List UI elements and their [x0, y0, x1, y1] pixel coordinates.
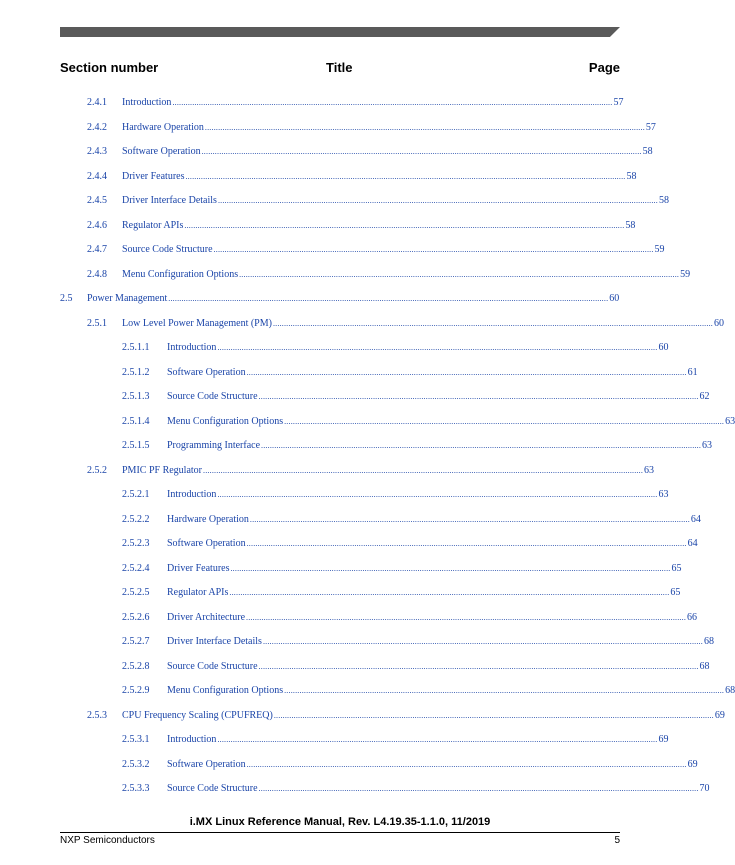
toc-entry-page[interactable]: 70 [699, 783, 710, 794]
toc-entry-title[interactable]: Driver Interface Details [167, 636, 262, 647]
toc-entry-line[interactable] [167, 415, 735, 429]
toc-entry[interactable] [0, 635, 714, 649]
toc-entry[interactable] [0, 464, 680, 478]
toc-entry-title[interactable]: Menu Configuration Options [167, 685, 284, 696]
toc-entry-number: 2.4.6 [87, 219, 107, 231]
toc-entry-title[interactable]: Menu Configuration Options [122, 268, 239, 280]
dot-leader: ........................................................................................................................................................................................................ [284, 686, 725, 695]
toc-entry-title[interactable]: Driver Features [122, 170, 185, 182]
toc-entry[interactable] [0, 758, 698, 772]
toc-entry-title[interactable]: Driver Architecture [167, 611, 246, 623]
toc-entry-page[interactable]: 60 [658, 342, 669, 353]
dot-leader: ........................................................................................................................................................................................................ [258, 661, 699, 671]
column-header-section-number: Section number [60, 60, 159, 75]
toc-entry-number: 2.5.2 [87, 464, 107, 476]
dot-leader: ........................................................................................................................................................................................................ [203, 465, 644, 475]
toc-entry-title[interactable]: CPU Frequency Scaling (CPUFREQ) [122, 709, 273, 721]
toc-entry-title[interactable]: Programming Interface [167, 440, 261, 451]
toc-entry-page[interactable]: 63 [658, 489, 669, 500]
column-header-page: Page [588, 60, 620, 75]
column-header-title: Title [326, 60, 353, 75]
toc-entry-page[interactable]: 66 [687, 611, 698, 623]
toc-entry-page[interactable]: 59 [680, 268, 691, 280]
toc-entry-number: 2.5.3.3 [122, 783, 150, 794]
toc-entry-number: 2.5 [60, 293, 73, 304]
toc-entry-number: 2.5.1.2 [122, 366, 150, 378]
toc-entry-title[interactable]: Source Code Structure [167, 660, 258, 672]
toc-entry[interactable] [0, 513, 701, 527]
toc-entry[interactable] [0, 219, 680, 233]
dot-leader: ........................................................................................................................................................................................................ [258, 392, 699, 401]
toc-entry-line[interactable] [122, 170, 637, 184]
toc-entry[interactable] [0, 415, 735, 429]
dot-leader: ........................................................................................................................................................................................................ [204, 122, 645, 132]
toc-entry-page[interactable]: 63 [725, 415, 735, 427]
toc-entry-line[interactable] [167, 366, 698, 380]
toc-entry-title[interactable]: Power Management [87, 293, 168, 304]
toc-entry-title[interactable]: Source Code Structure [167, 391, 258, 402]
dot-leader: ........................................................................................................................................................................................................ [201, 147, 642, 156]
dot-leader: ........................................................................................................................................................................................................ [230, 563, 671, 573]
toc-entry-line[interactable] [167, 782, 710, 796]
toc-entry-line[interactable] [167, 758, 698, 772]
toc-entry[interactable] [0, 782, 710, 796]
toc-entry[interactable] [0, 733, 680, 747]
toc-entry-line[interactable] [167, 733, 669, 747]
dot-leader: ........................................................................................................................................................................................................ [217, 490, 658, 499]
toc-entry-page[interactable]: 62 [699, 391, 710, 402]
toc-entry-page[interactable]: 61 [687, 366, 698, 378]
dot-leader: ........................................................................................................................................................................................................ [246, 367, 687, 377]
toc-entry-line[interactable] [167, 586, 681, 600]
toc-entry-number: 2.5.2.3 [122, 538, 150, 549]
toc-entry[interactable] [0, 292, 680, 306]
footer-company: NXP Semiconductors [60, 835, 155, 846]
toc-entry-line[interactable] [167, 488, 669, 502]
toc-entry-page[interactable]: 64 [687, 538, 698, 549]
toc-entry[interactable] [0, 488, 680, 502]
toc-entry-number: 2.5.1.3 [122, 391, 150, 402]
dot-leader: ........................................................................................................................................................................................................ [172, 98, 613, 107]
toc-entry-number: 2.5.2.1 [122, 489, 150, 500]
toc-entry-number: 2.5.2.4 [122, 562, 150, 574]
toc-entry-page[interactable]: 63 [644, 464, 655, 476]
toc-entry-number: 2.5.3 [87, 709, 107, 721]
toc-entry-line[interactable] [167, 562, 682, 576]
toc-entry-title[interactable]: Regulator APIs [167, 587, 229, 598]
toc-entry-number: 2.4.3 [87, 146, 107, 157]
toc-entry-number: 2.4.1 [87, 97, 107, 108]
toc-entry-page[interactable]: 68 [699, 660, 710, 672]
dot-leader: ........................................................................................................................................................................................................ [185, 171, 626, 181]
toc-entry[interactable] [0, 341, 680, 355]
toc-entry-title[interactable]: Software Operation [167, 366, 246, 378]
toc-entry-line[interactable] [122, 317, 724, 331]
toc-entry-line[interactable] [167, 341, 669, 355]
toc-entry-line[interactable] [122, 709, 725, 723]
toc-entry-title[interactable]: Menu Configuration Options [167, 415, 284, 427]
toc-entry-number: 2.5.3.1 [122, 734, 150, 745]
dot-leader: ........................................................................................................................................................................................................ [229, 588, 670, 597]
toc-entry-number: 2.4.4 [87, 170, 107, 182]
dot-leader: ........................................................................................................................................................................................................ [249, 514, 690, 524]
toc-entry-title[interactable]: Software Operation [122, 146, 201, 157]
toc-entry[interactable] [0, 317, 724, 331]
toc-entry-number: 2.5.2.5 [122, 587, 150, 598]
toc-entry-title[interactable]: Driver Interface Details [122, 195, 217, 206]
toc-entry-line[interactable] [167, 439, 713, 453]
toc-entry[interactable] [0, 96, 680, 110]
toc-entry[interactable] [0, 709, 725, 723]
dot-leader: ........................................................................................................................................................................................................ [272, 318, 713, 328]
dot-leader: ........................................................................................................................................................................................................ [246, 759, 687, 769]
dot-leader: ........................................................................................................................................................................................................ [168, 294, 609, 303]
toc-entry-number: 2.4.7 [87, 244, 107, 255]
toc-entry-title[interactable]: PMIC PF Regulator [122, 464, 203, 476]
toc-entry-number: 2.5.1 [87, 317, 107, 329]
toc-entry[interactable] [0, 366, 698, 380]
toc-entry-line[interactable] [122, 96, 624, 110]
toc-entry-line[interactable] [122, 219, 636, 233]
footer-document-title: i.MX Linux Reference Manual, Rev. L4.19.35-1.1.0, 11/2019 [189, 816, 491, 828]
toc-entry[interactable] [0, 390, 710, 404]
toc-entry-page[interactable]: 68 [703, 636, 714, 647]
toc-entry-title[interactable]: Introduction [167, 342, 217, 353]
toc-entry-title[interactable]: Hardware Operation [122, 121, 204, 133]
toc-entry-line[interactable] [87, 292, 620, 306]
dot-leader: ........................................................................................................................................................................................................ [213, 245, 654, 254]
toc-entry-number: 2.4.5 [87, 195, 107, 206]
toc-entry-number: 2.5.2.9 [122, 685, 150, 696]
footer-divider [60, 832, 620, 833]
toc-entry-title[interactable]: Software Operation [167, 758, 246, 770]
dot-leader: ........................................................................................................................................................................................................ [239, 269, 680, 279]
toc-entry-line[interactable] [122, 268, 691, 282]
toc-entry-page[interactable]: 58 [625, 219, 636, 231]
toc-entry-page[interactable]: 60 [713, 317, 724, 329]
toc-entry-page[interactable]: 65 [671, 562, 682, 574]
toc-entry-title[interactable]: Low Level Power Management (PM) [122, 317, 272, 329]
toc-entry-number: 2.5.2.7 [122, 636, 150, 647]
toc-entry-line[interactable] [167, 660, 710, 674]
toc-entry[interactable] [0, 170, 680, 184]
toc-entry-title[interactable]: Introduction [122, 97, 172, 108]
toc-entry-line[interactable] [122, 243, 665, 257]
toc-entry-page[interactable]: 64 [690, 513, 701, 525]
toc-entry-title[interactable]: Hardware Operation [167, 513, 249, 525]
toc-entry[interactable] [0, 611, 698, 625]
toc-entry-page[interactable]: 57 [613, 97, 624, 108]
toc-entry[interactable] [0, 145, 680, 159]
toc-entry[interactable] [0, 537, 698, 551]
toc-entry-page[interactable]: 69 [714, 709, 725, 721]
toc-entry-page[interactable]: 68 [725, 685, 735, 696]
toc-entry-title[interactable]: Driver Features [167, 562, 230, 574]
toc-entry-number: 2.5.2.8 [122, 660, 150, 672]
toc-entry-title[interactable]: Source Code Structure [122, 244, 213, 255]
toc-entry-title[interactable]: Source Code Structure [167, 783, 258, 794]
dot-leader: ........................................................................................................................................................................................................ [184, 220, 625, 230]
toc-entry[interactable] [0, 586, 680, 600]
dot-leader: ........................................................................................................................................................................................................ [246, 539, 687, 548]
toc-entry-page[interactable]: 58 [658, 195, 669, 206]
toc-entry-number: 2.5.2.6 [122, 611, 150, 623]
toc-entry-page[interactable]: 58 [626, 170, 637, 182]
toc-entry[interactable] [0, 121, 680, 135]
toc-entry-line[interactable] [167, 611, 698, 625]
toc-entry-page[interactable]: 60 [609, 293, 620, 304]
toc-entry[interactable] [0, 562, 680, 576]
toc-entry-page[interactable]: 69 [658, 734, 669, 745]
toc-entry-line[interactable] [167, 390, 710, 404]
toc-entry-line[interactable] [122, 194, 669, 208]
toc-entry-title[interactable]: Regulator APIs [122, 219, 184, 231]
toc-entry[interactable] [0, 194, 680, 208]
toc-entry-number: 2.4.2 [87, 121, 107, 133]
toc-entry-line[interactable] [167, 513, 701, 527]
toc-entry-line[interactable] [122, 145, 653, 159]
toc-entry-title[interactable]: Introduction [167, 734, 217, 745]
dot-leader: ........................................................................................................................................................................................................ [284, 416, 725, 426]
dot-leader: ........................................................................................................................................................................................................ [217, 735, 658, 744]
toc-entry[interactable] [0, 268, 691, 282]
toc-entry-number: 2.5.1.4 [122, 415, 150, 427]
toc-entry-page[interactable]: 57 [645, 121, 656, 133]
toc-entry-page[interactable]: 63 [702, 440, 713, 451]
toc-entry[interactable] [0, 660, 710, 674]
dot-leader: ........................................................................................................................................................................................................ [217, 196, 658, 205]
toc-entry-line[interactable] [167, 684, 735, 698]
dot-leader: ........................................................................................................................................................................................................ [258, 784, 699, 793]
toc-entry[interactable] [0, 684, 735, 698]
header-rule-bar [60, 27, 620, 37]
toc-entry-line[interactable] [122, 464, 655, 478]
toc-entry-number: 2.5.1.1 [122, 342, 150, 353]
toc-entry[interactable] [0, 243, 680, 257]
toc-entry-title[interactable]: Introduction [167, 489, 217, 500]
dot-leader: ........................................................................................................................................................................................................ [273, 710, 714, 720]
toc-entry-page[interactable]: 69 [687, 758, 698, 770]
toc-entry-page[interactable]: 58 [642, 146, 653, 157]
toc-entry-line[interactable] [122, 121, 656, 135]
toc-entry-number: 2.5.1.5 [122, 440, 150, 451]
toc-entry-line[interactable] [167, 635, 714, 649]
toc-entry-number: 2.5.2.2 [122, 513, 150, 525]
dot-leader: ........................................................................................................................................................................................................ [262, 637, 703, 646]
dot-leader: ........................................................................................................................................................................................................ [261, 441, 702, 450]
toc-entry-page[interactable]: 59 [654, 244, 665, 255]
dot-leader: ........................................................................................................................................................................................................ [246, 612, 687, 622]
footer-page-number: 5 [614, 835, 620, 846]
toc-entry-page[interactable]: 65 [670, 587, 681, 598]
toc-entry-line[interactable] [167, 537, 698, 551]
toc-entry[interactable] [0, 439, 713, 453]
dot-leader: ........................................................................................................................................................................................................ [217, 343, 658, 352]
toc-entry-number: 2.5.3.2 [122, 758, 150, 770]
toc-entry-title[interactable]: Software Operation [167, 538, 246, 549]
toc-entry-number: 2.4.8 [87, 268, 107, 280]
